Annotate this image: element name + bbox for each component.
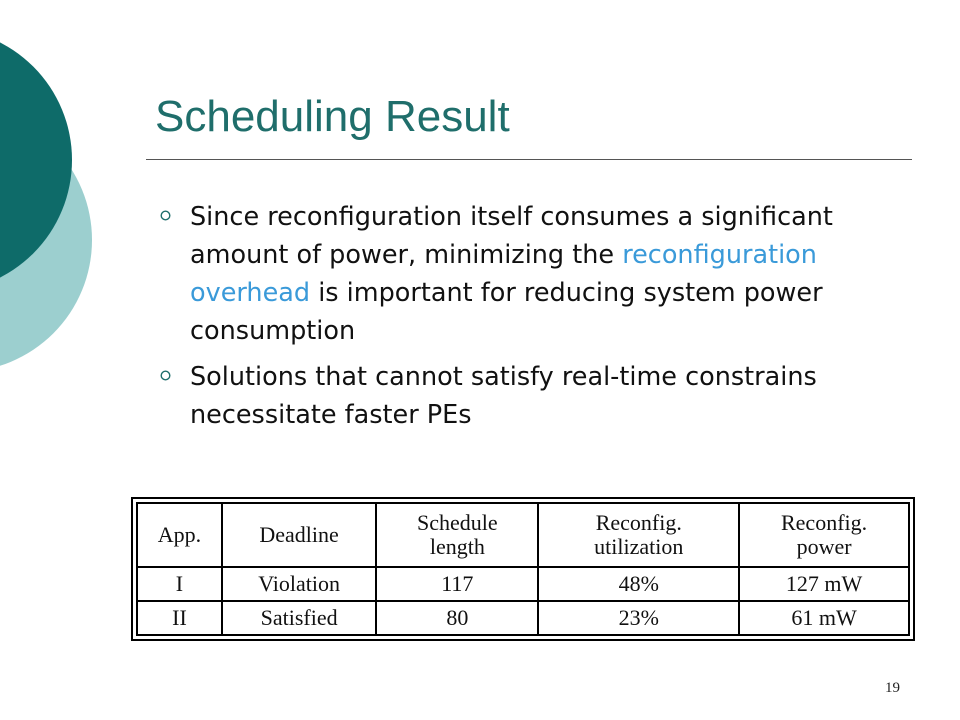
cell-schedule-length: 117 xyxy=(376,567,538,601)
bullet-list xyxy=(160,198,880,442)
bullet-text: is important for reducing system power consumption xyxy=(190,278,823,346)
results-table-frame xyxy=(131,497,915,641)
bullet-text: Since reconfiguration itself consumes a significant amount of power, minimizing the xyxy=(190,202,833,270)
bullet-item xyxy=(160,198,880,350)
cell-reconfig-utilization: 48% xyxy=(538,567,739,601)
cell-deadline: Violation xyxy=(222,567,376,601)
cell-app: II xyxy=(137,601,222,635)
cell-deadline: Satisfied xyxy=(222,601,376,635)
table-row xyxy=(137,567,909,601)
decorative-circles xyxy=(0,0,120,420)
slide-title: Scheduling Result xyxy=(155,92,510,141)
cell-reconfig-utilization: 23% xyxy=(538,601,739,635)
cell-reconfig-power: 127 mW xyxy=(739,567,909,601)
header-reconfig-utilization: Reconfig. utilization xyxy=(538,503,739,567)
header-reconfig-power: Reconfig. power xyxy=(739,503,909,567)
table-header-row xyxy=(137,503,909,567)
highlighted-text: reconfiguration overhead xyxy=(190,240,817,308)
bullet-item xyxy=(160,358,880,434)
header-schedule-length: Schedule length xyxy=(376,503,538,567)
header-deadline: Deadline xyxy=(222,503,376,567)
bullet-text: Solutions that cannot satisfy real-time constrains necessitate faster PEs xyxy=(190,362,817,430)
cell-app: I xyxy=(137,567,222,601)
hollow-circle-bullet-icon xyxy=(160,210,171,221)
results-table xyxy=(136,502,910,636)
cell-schedule-length: 80 xyxy=(376,601,538,635)
page-number: 19 xyxy=(885,680,900,696)
header-app: App. xyxy=(137,503,222,567)
hollow-circle-bullet-icon xyxy=(160,370,171,381)
table-row xyxy=(137,601,909,635)
title-divider xyxy=(146,159,912,160)
cell-reconfig-power: 61 mW xyxy=(739,601,909,635)
